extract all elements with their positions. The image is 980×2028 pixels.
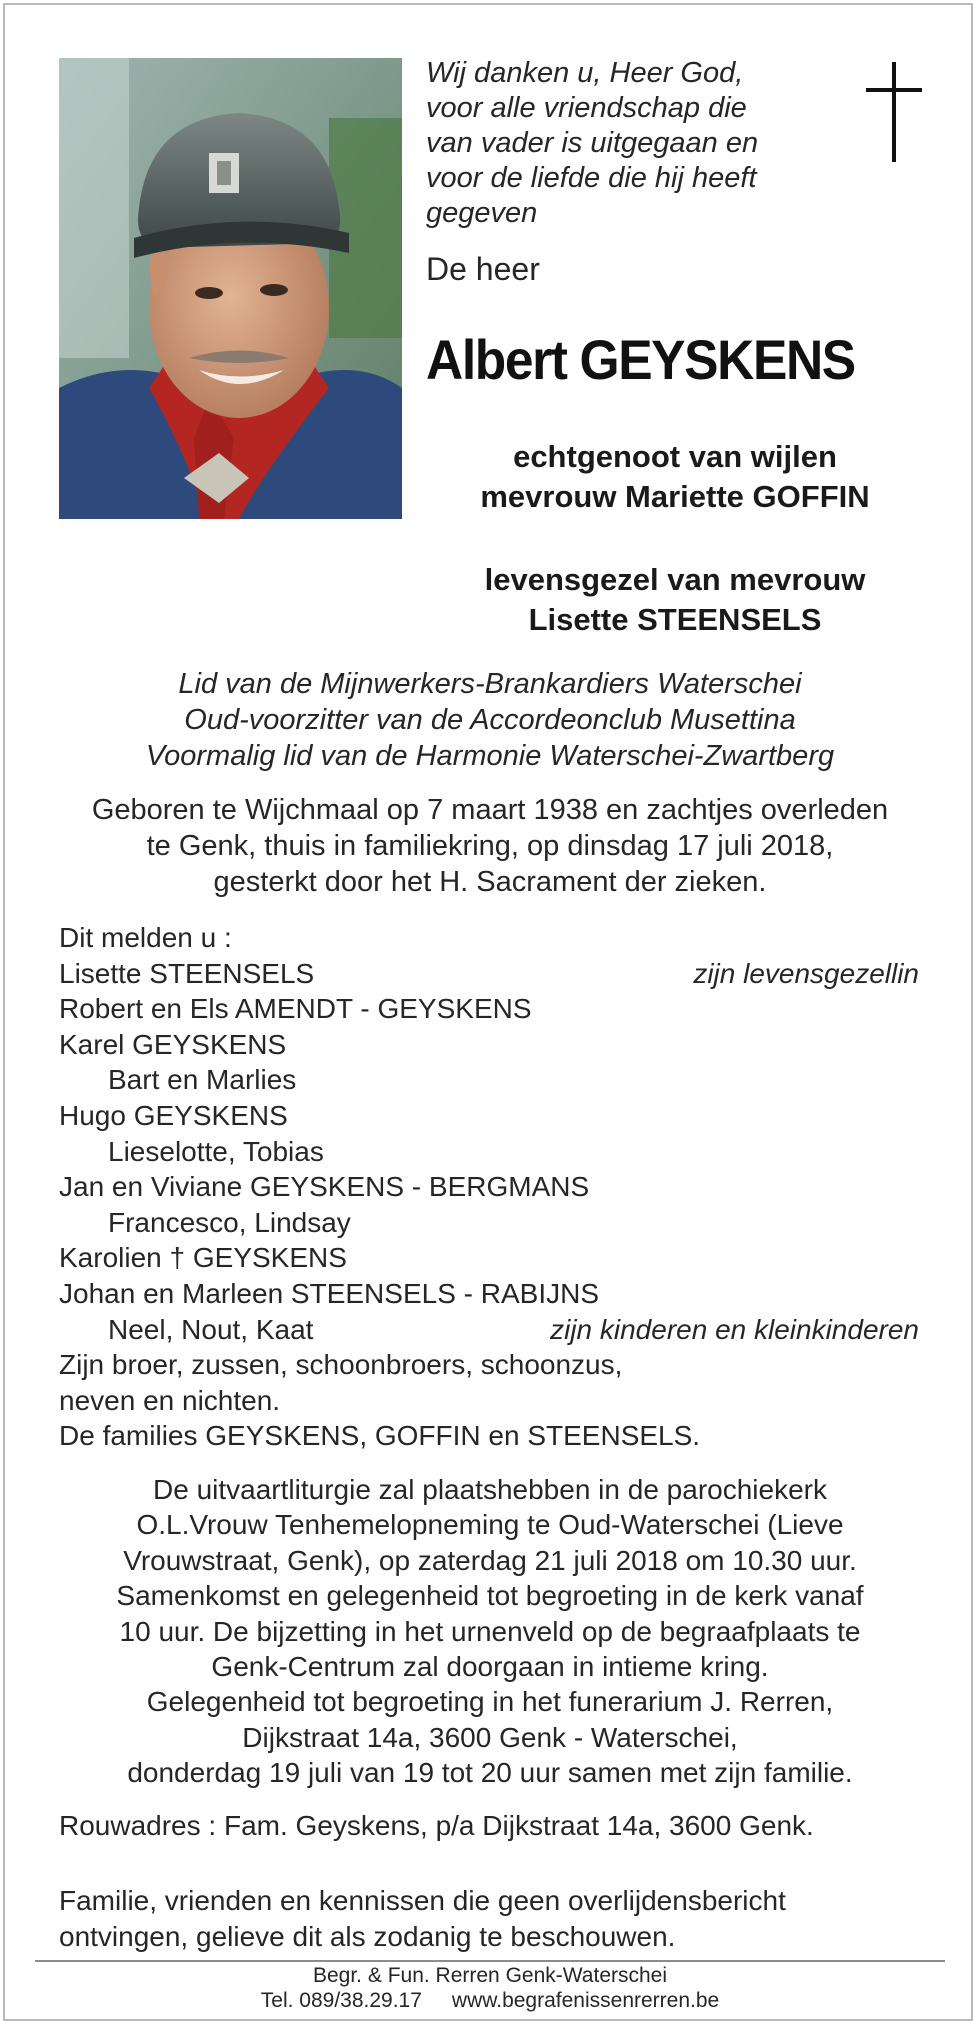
family-member: Zijn broer, zussen, schoonbroers, schoonzus, xyxy=(59,1349,623,1381)
family-member: Karolien † GEYSKENS xyxy=(59,1242,347,1274)
list-item xyxy=(59,1347,919,1383)
funeral-line: Dijkstraat 14a, 3600 Genk - Waterschei, xyxy=(242,1721,738,1753)
list-item xyxy=(59,1383,919,1419)
list-item xyxy=(59,956,919,992)
funeral-line: Gelegenheid tot begroeting in het funerarium J. Rerren, xyxy=(146,1686,834,1718)
funeral-line: O.L.Vrouw Tenhemelopneming te Oud-Waterschei (Lieve xyxy=(136,1509,844,1541)
family-member: Johan en Marleen STEENSELS - RABIJNS xyxy=(59,1277,600,1309)
birth-death-info xyxy=(40,792,940,900)
relation-note: zijn levensgezellin xyxy=(693,957,919,989)
footer-divider xyxy=(35,1960,945,1962)
partner-info xyxy=(420,560,930,640)
closing-note xyxy=(59,1883,786,1955)
grandchildren: Francesco, Lindsay xyxy=(108,1206,351,1238)
grandchildren: Neel, Nout, Kaat xyxy=(108,1313,314,1345)
role-line: Lid van de Mijnwerkers-Brankardiers Waterschei xyxy=(178,668,802,700)
funeral-line: Samenkomst en gelegenheid tot begroeting in de kerk vanaf xyxy=(116,1580,864,1612)
list-item xyxy=(59,1027,919,1063)
deceased-name: Albert GEYSKENS xyxy=(426,328,855,391)
list-item xyxy=(59,1240,919,1276)
mourning-address: Rouwadres : Fam. Geyskens, p/a Dijkstraat 14a, 3600 Genk. xyxy=(59,1810,814,1841)
birth-line: te Genk, thuis in familiekring, op dinsdag 17 juli 2018, xyxy=(146,830,834,862)
family-member: Robert en Els AMENDT - GEYSKENS xyxy=(59,993,532,1025)
list-item xyxy=(59,1276,919,1312)
partner-line: Lisette STEENSELS xyxy=(528,602,822,637)
birth-line: Geboren te Wijchmaal op 7 maart 1938 en zachtjes overleden xyxy=(91,794,889,826)
list-item xyxy=(59,1418,919,1454)
funeral-line: Vrouwstraat, Genk), op zaterdag 21 juli 2018 om 10.30 uur. xyxy=(123,1544,857,1576)
list-item xyxy=(59,1312,919,1348)
family-member: Hugo GEYSKENS xyxy=(59,1099,288,1131)
spouse-line: echtgenoot van wijlen xyxy=(513,439,837,474)
footer-website-link[interactable]: www.begrafenissenrerren.be xyxy=(451,1989,720,2012)
footer-phone: Tel. 089/38.29.17 xyxy=(260,1989,422,2012)
family-member: Jan en Viviane GEYSKENS - BERGMANS xyxy=(59,1171,590,1203)
list-item xyxy=(59,1062,919,1098)
verse-line: van vader is uitgegaan en xyxy=(426,127,759,159)
funeral-info xyxy=(40,1472,940,1791)
role-line: Voormalig lid van de Harmonie Waterschei-Zwartberg xyxy=(145,740,835,772)
list-item xyxy=(59,991,919,1027)
closing-line: ontvingen, gelieve dit als zodanig te beschouwen. xyxy=(59,1921,676,1952)
footer-company: Begr. & Fun. Rerren Genk-Waterschei xyxy=(312,1964,668,1987)
funeral-line: De uitvaartliturgie zal plaatshebben in de parochiekerk xyxy=(153,1474,827,1505)
funeral-line: 10 uur. De bijzetting in het urnenveld op de begraafplaats te xyxy=(119,1615,861,1647)
relation-note: zijn kinderen en kleinkinderen xyxy=(550,1313,919,1345)
name-prefix: De heer xyxy=(426,251,540,287)
roles xyxy=(59,666,921,774)
family-list xyxy=(59,920,919,1454)
list-item xyxy=(59,1134,919,1170)
partner-line: levensgezel van mevrouw xyxy=(484,562,866,597)
grandchildren: Lieselotte, Tobias xyxy=(108,1135,324,1167)
footer xyxy=(40,1963,940,2013)
family-member: neven en nichten. xyxy=(59,1384,281,1416)
cross-icon xyxy=(866,62,922,162)
spouse-info xyxy=(420,437,930,517)
funeral-line: donderdag 19 juli van 19 tot 20 uur samen met zijn familie. xyxy=(127,1757,853,1789)
verse-line: voor de liefde die hij heeft xyxy=(426,162,757,194)
family-intro: Dit melden u : xyxy=(59,922,232,953)
portrait-photo xyxy=(59,58,402,519)
family-member: Karel GEYSKENS xyxy=(59,1028,287,1060)
verse-line: voor alle vriendschap die xyxy=(426,92,747,124)
role-line: Oud-voorzitter van de Accordeonclub Musettina xyxy=(184,704,796,736)
birth-line: gesterkt door het H. Sacrament der zieken. xyxy=(213,866,767,898)
list-item xyxy=(59,1169,919,1205)
grandchildren: Bart en Marlies xyxy=(108,1064,297,1096)
verse xyxy=(426,56,846,231)
closing-line: Familie, vrienden en kennissen die geen overlijdensbericht xyxy=(59,1885,786,1916)
list-item xyxy=(59,1098,919,1134)
verse-line: gegeven xyxy=(426,197,538,229)
family-member: De families GEYSKENS, GOFFIN en STEENSELS. xyxy=(59,1420,701,1452)
spouse-line: mevrouw Mariette GOFFIN xyxy=(480,479,870,514)
list-item xyxy=(59,1205,919,1241)
verse-line: Wij danken u, Heer God, xyxy=(426,57,744,89)
family-member: Lisette STEENSELS xyxy=(59,957,315,989)
funeral-line: Genk-Centrum zal doorgaan in intieme kring. xyxy=(211,1651,769,1683)
